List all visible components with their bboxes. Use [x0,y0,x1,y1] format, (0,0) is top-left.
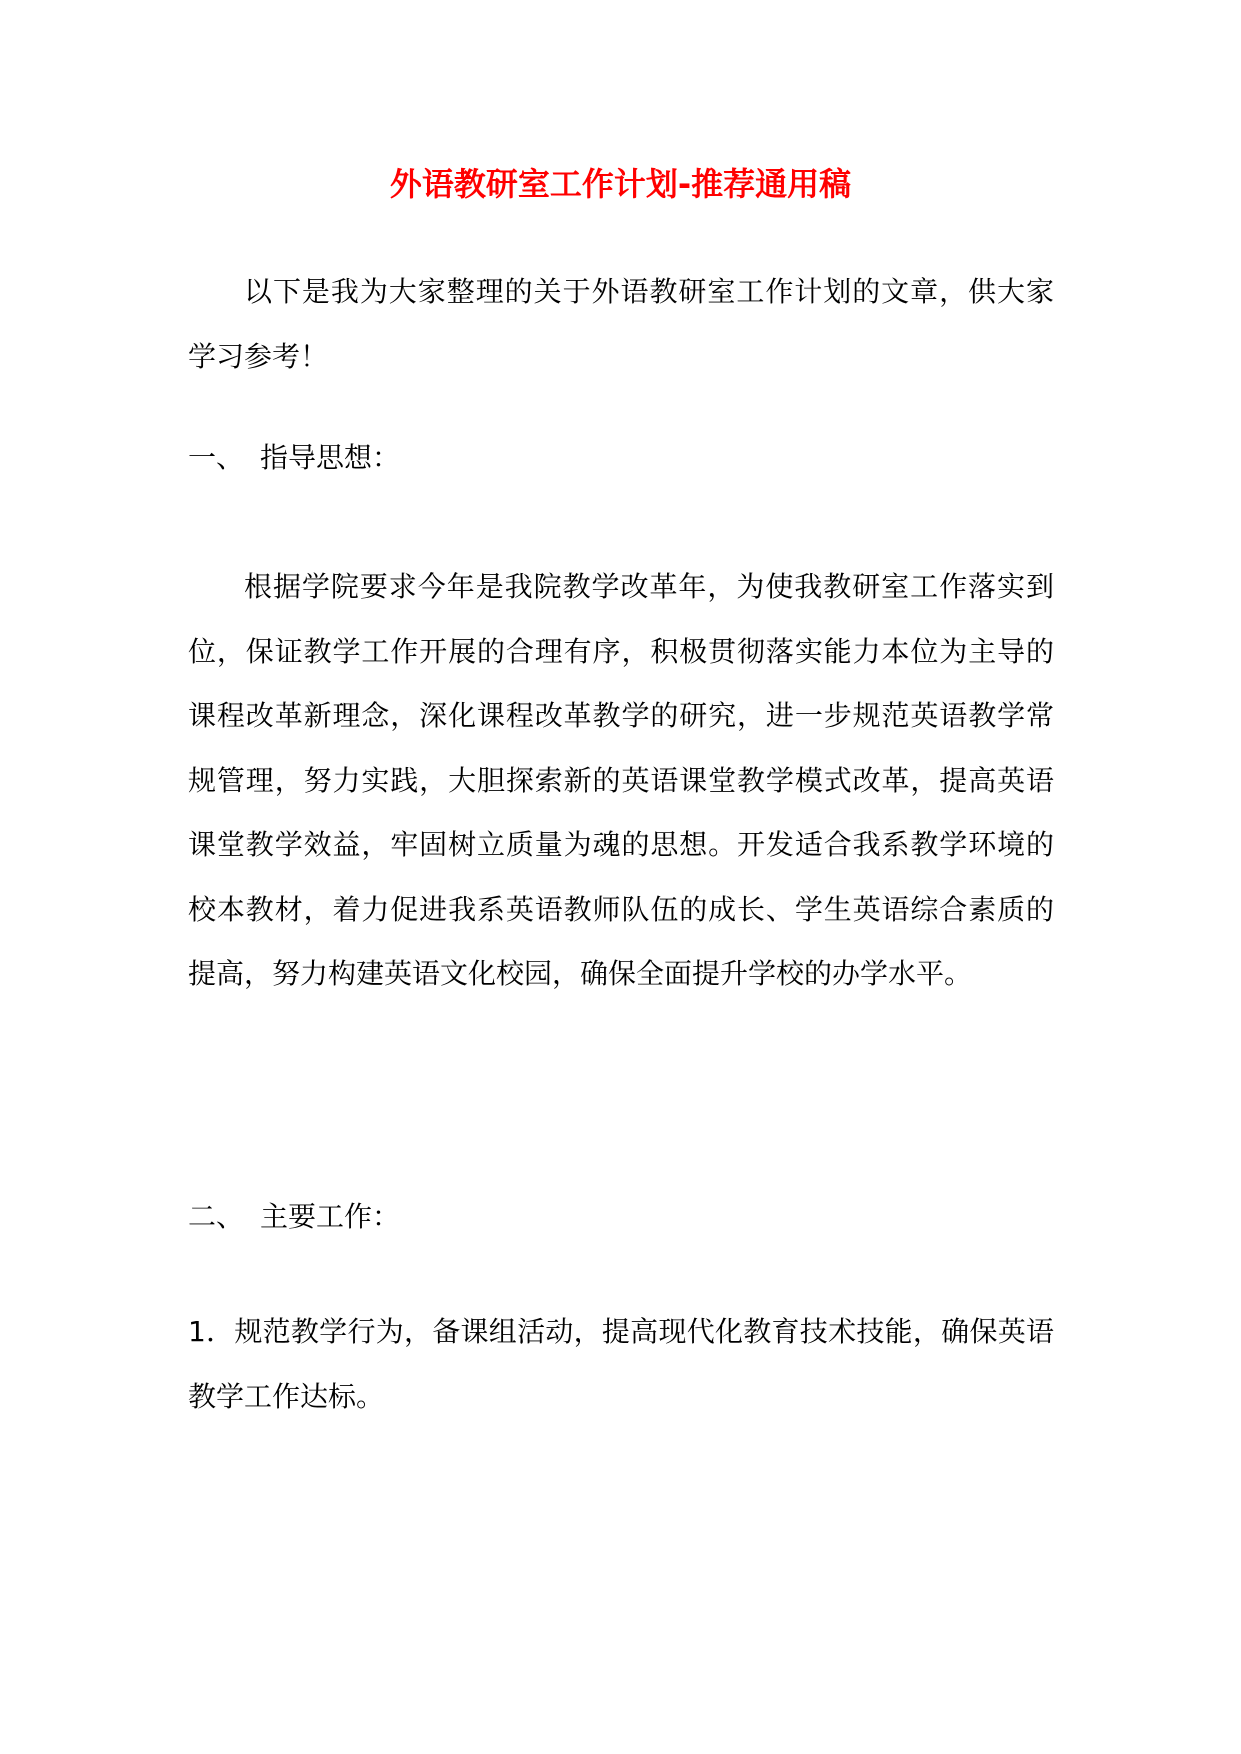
section-2-title: 主要工作： [260,1200,401,1233]
section-1-heading [188,438,400,478]
section-1-title: 指导思想： [260,441,401,474]
section-1-number: 一、 [188,441,245,474]
document-title: 外语教研室工作计划-推荐通用稿 [389,165,852,203]
section-1-body: 根据学院要求今年是我院教学改革年，为使我教研室工作落实到位，保证教学工作开展的合理有序，积极贯彻落实能力本位为主导的课程改革新理念，深化课程改革教学的研究，进一步规范英语教学常规管理，努力实践，大胆探索新的英语课堂教学模式改革，提高英语课堂教学效益，牢固树立质量为魂的思想。开发适合我系教学环境的校本教材，着力促进我系英语教师队伍的成长、学生英语综合素质的提高，努力构建英语文化校园，确保全面提升学校的办学水平。 [188,570,1054,990]
section-2-item-1: 1．规范教学行为，备课组活动，提高现代化教育技术技能，确保英语教学工作达标。 [188,1315,1054,1413]
intro-paragraph: 以下是我为大家整理的关于外语教研室工作计划的文章，供大家学习参考！ [188,275,1054,373]
section-2-heading [188,1197,400,1237]
section-2-number: 二、 [188,1200,245,1233]
